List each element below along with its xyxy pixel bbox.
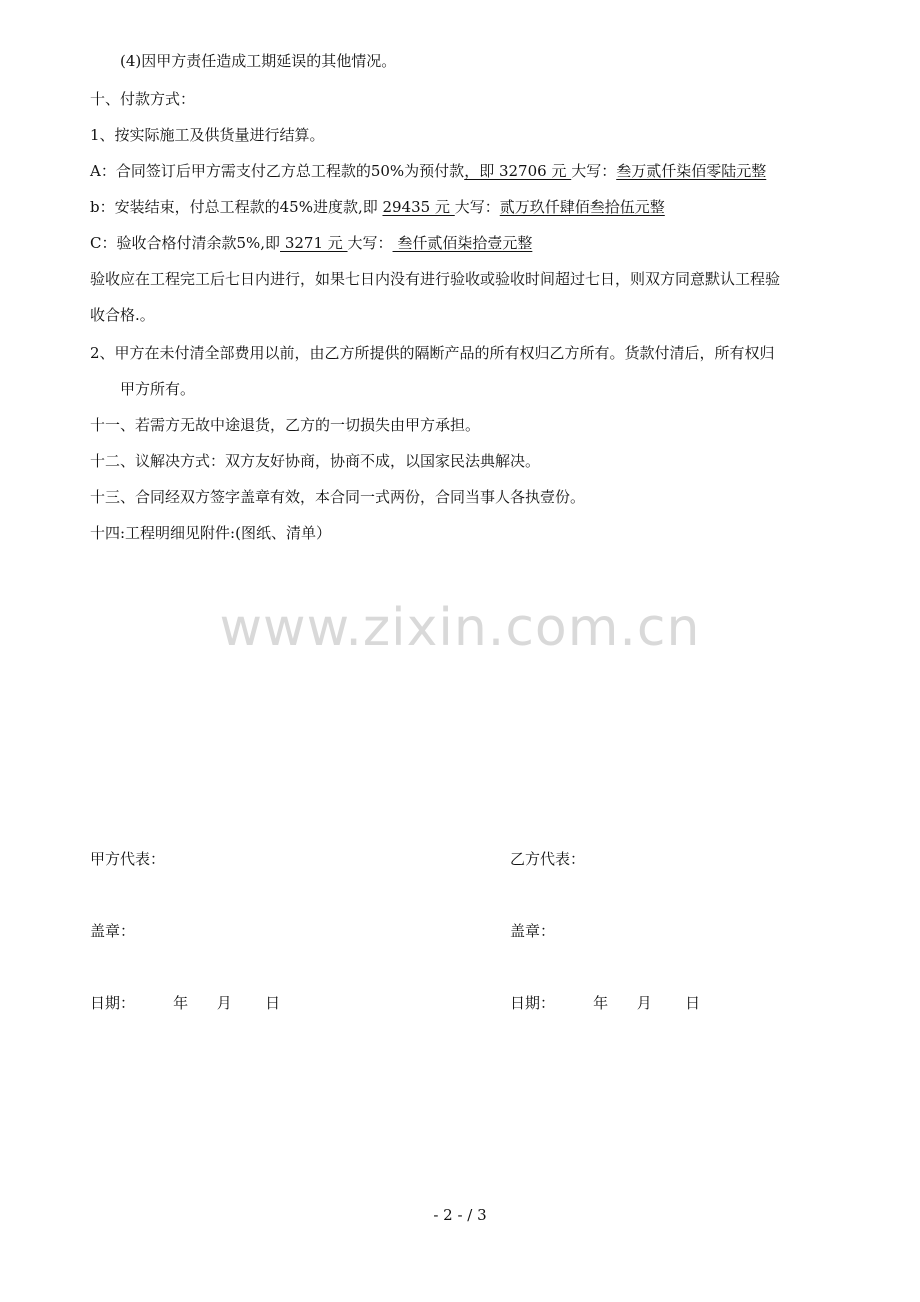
party-b-date: 日期： 年 月 日 [510, 994, 701, 1012]
payment-b-amount-words: 贰万玖仟肆佰叁拾伍元整 [499, 198, 665, 216]
payment-clause-2-line-1: 2、甲方在未付清全部费用以前，由乙方所提供的隔断产品的所有权归乙方所有。货款付清后，所有权归 [90, 344, 775, 362]
party-b-representative: 乙方代表： [510, 850, 586, 868]
acceptance-clause-line-1: 验收应在工程完工后七日内进行，如果七日内没有进行验收或验收时间超过七日，则双方同意默认工程验 [90, 270, 781, 288]
party-b-seal: 盖章： [510, 922, 556, 940]
section-12: 十二、议解决方式：双方友好协商，协商不成，以国家民法典解决。 [90, 452, 541, 470]
party-a-seal: 盖章： [90, 922, 136, 940]
payment-line-a [90, 160, 766, 182]
section-11: 十一、若需方无故中途退货，乙方的一切损失由甲方承担。 [90, 416, 481, 434]
section-14: 十四:工程明细见附件:(图纸、清单） [90, 524, 331, 542]
payment-a-amount-words: 叁万贰仟柒佰零陆元整 [616, 162, 767, 180]
payment-line-b [90, 196, 665, 218]
payment-b-text: b：安装结束，付总工程款的45%进度款,即 [90, 198, 383, 216]
acceptance-clause-line-2: 收合格.。 [90, 306, 155, 324]
payment-c-amount-words: 叁仟贰佰柒拾壹元整 [392, 234, 533, 252]
payment-b-amount: 29435 元 [382, 198, 455, 216]
watermark: www.zixin.com.cn [219, 598, 701, 658]
payment-line-c [90, 232, 532, 254]
payment-clause-2-line-2: 甲方所有。 [120, 380, 196, 398]
party-a-representative: 甲方代表： [90, 850, 166, 868]
payment-b-label: 大写： [454, 198, 500, 216]
clause-item-4: (4)因甲方责任造成工期延误的其他情况。 [120, 52, 397, 70]
payment-clause-1: 1、按实际施工及供货量进行结算。 [90, 126, 325, 144]
payment-c-label: 大写： [347, 234, 393, 252]
section-13: 十三、合同经双方签字盖章有效，本合同一式两份，合同当事人各执壹份。 [90, 488, 586, 506]
section-10-title: 十、付款方式： [90, 90, 196, 108]
payment-a-label: 大写： [571, 162, 617, 180]
payment-a-text: A：合同签订后甲方需支付乙方总工程款的50%为预付款 [90, 162, 465, 180]
payment-a-amount: ，即 32706 元 [464, 162, 572, 180]
payment-c-text: C：验收合格付清余款5%,即 [90, 234, 281, 252]
page-number: - 2 - / 3 [433, 1206, 487, 1224]
party-a-date: 日期： 年 月 日 [90, 994, 281, 1012]
payment-c-amount: 3271 元 [280, 234, 348, 252]
